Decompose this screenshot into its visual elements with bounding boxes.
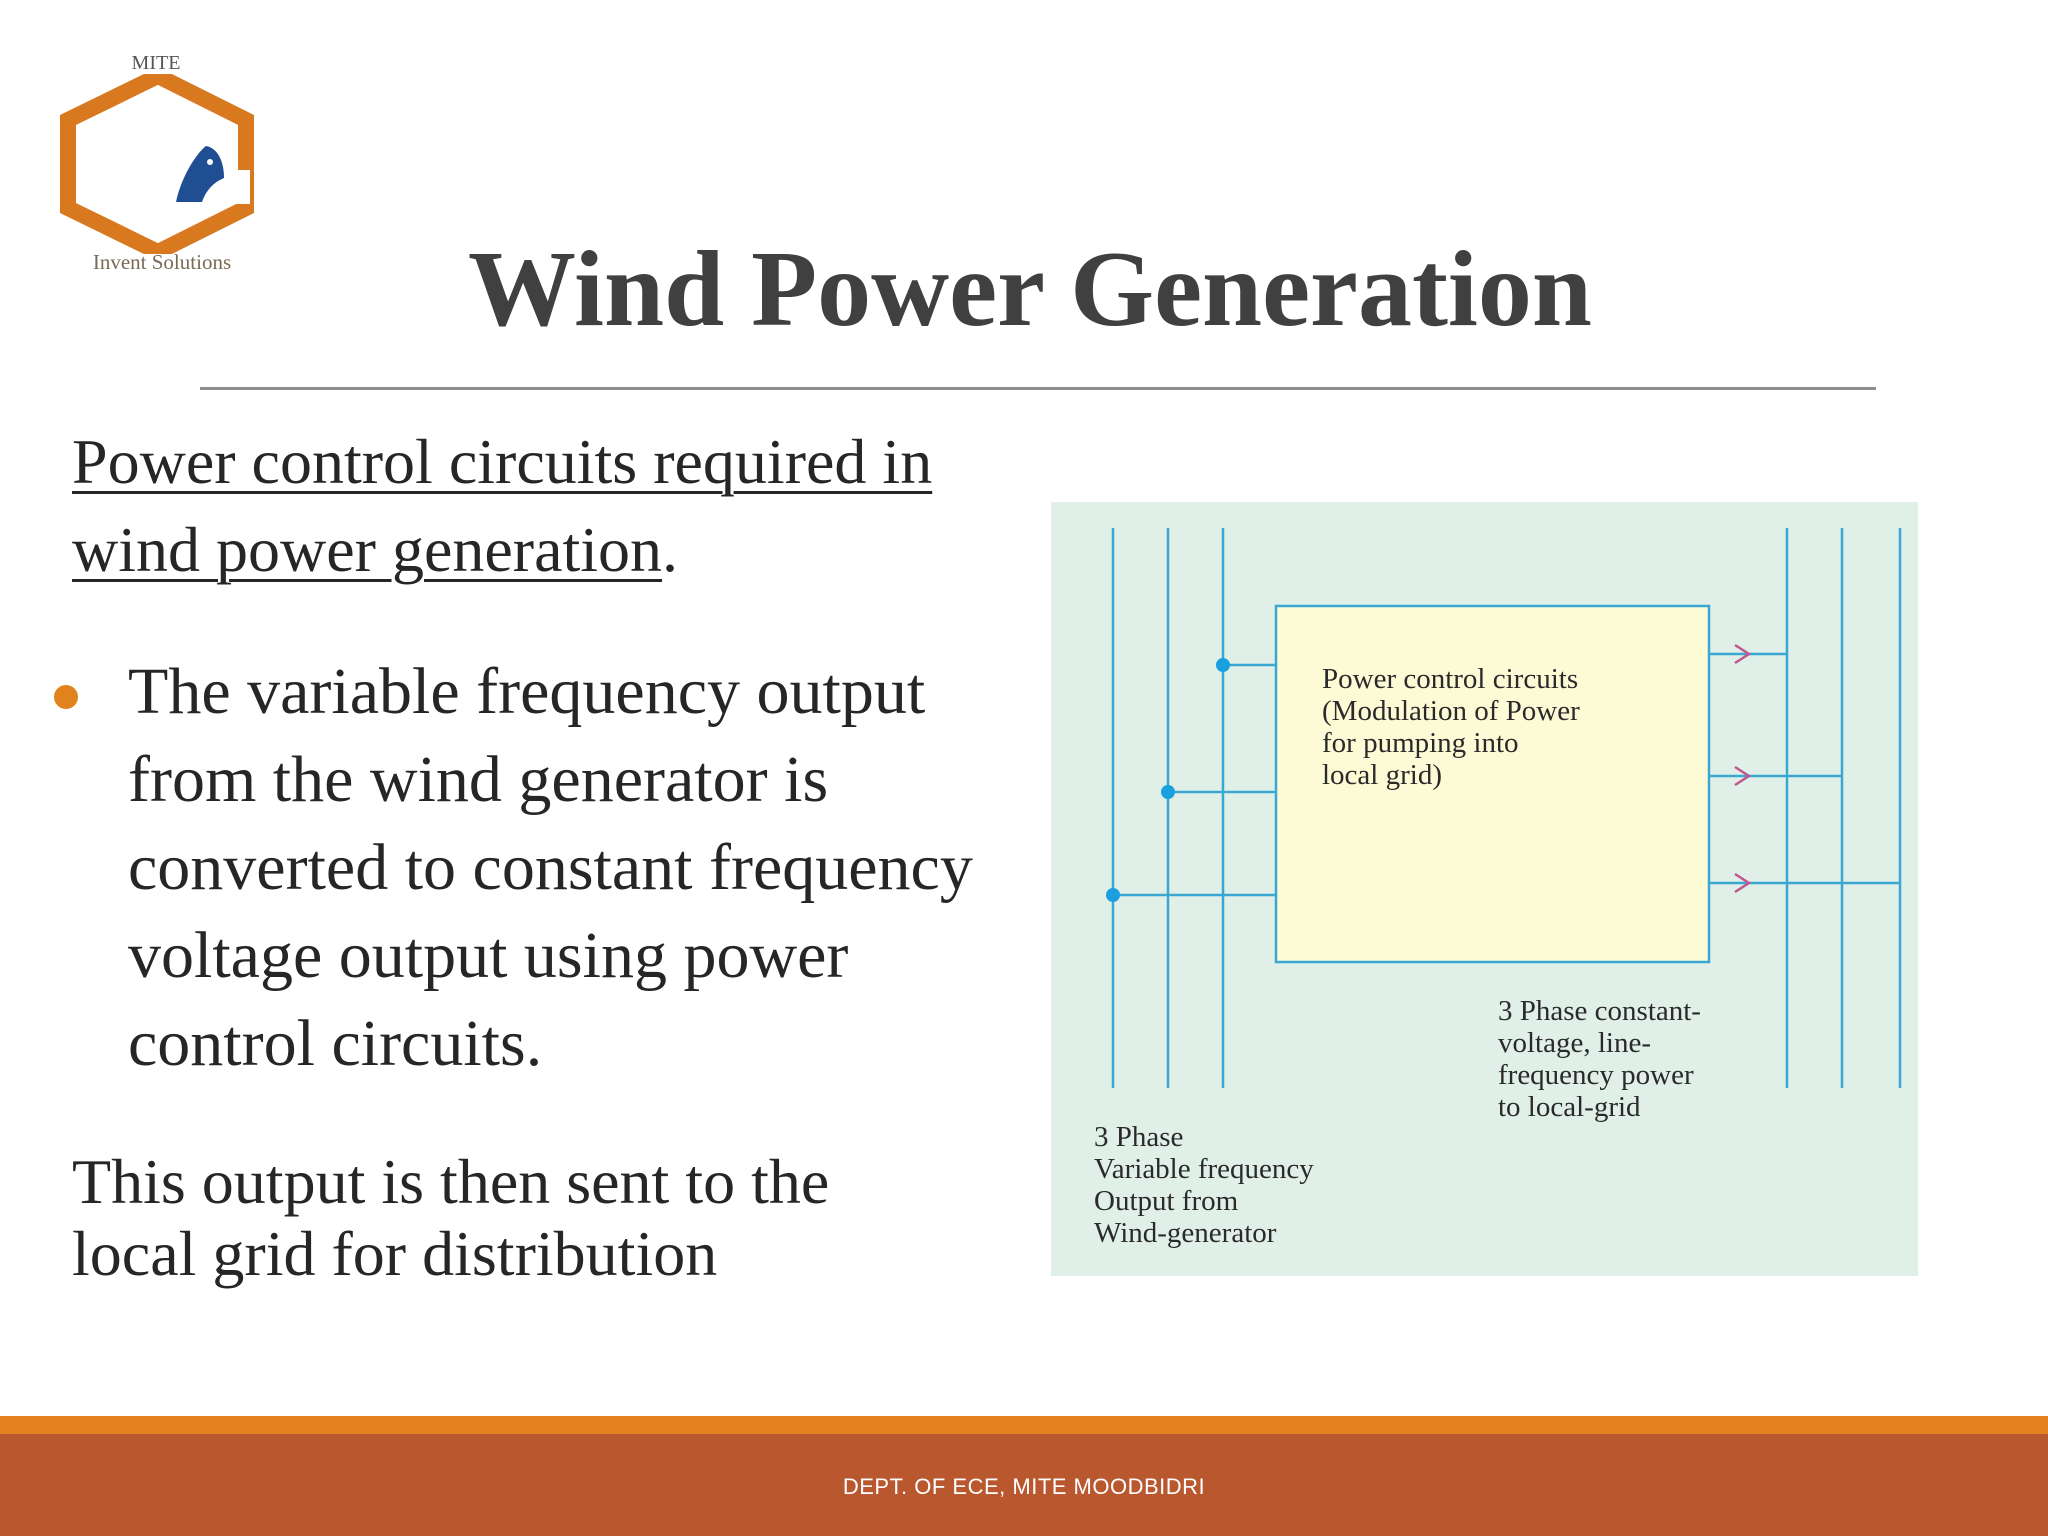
logo-top-text: MITE xyxy=(131,52,181,74)
input-label-line: Output from xyxy=(1094,1185,1239,1217)
closing-line: local grid for distribution xyxy=(72,1218,718,1289)
junction-dot xyxy=(1106,888,1120,902)
closing-line: This output is then sent to the xyxy=(72,1146,830,1217)
output-label-line: frequency power xyxy=(1498,1059,1694,1091)
footer-text: DEPT. OF ECE, MITE MOODBIDRI xyxy=(842,1474,1206,1499)
bullet-line: control circuits. xyxy=(128,1007,543,1080)
bullet-line: converted to constant frequency xyxy=(128,831,973,904)
output-label-line: 3 Phase constant- xyxy=(1498,995,1701,1027)
heading-line-1: Power control circuits required in xyxy=(72,426,933,497)
bullet-text xyxy=(128,648,1028,1088)
input-label-line: Wind-generator xyxy=(1094,1217,1277,1249)
bullet-line: from the wind generator is xyxy=(128,743,829,816)
output-label-line: voltage, line- xyxy=(1498,1027,1652,1059)
junction-dot xyxy=(1216,658,1230,672)
input-label-line: 3 Phase xyxy=(1094,1121,1184,1153)
box-label-line: (Modulation of Power xyxy=(1322,695,1580,727)
box-label-line: Power control circuits xyxy=(1322,663,1579,695)
box-label-line: local grid) xyxy=(1322,759,1442,791)
bullet-line: The variable frequency output xyxy=(128,655,926,728)
heading-line-2: wind power generation xyxy=(72,514,663,585)
bullet-line: voltage output using power xyxy=(128,919,849,992)
input-label-line: Variable frequency xyxy=(1094,1153,1314,1185)
logo-emblem-icon xyxy=(56,74,268,254)
logo-bottom-text: Invent Solutions xyxy=(92,250,232,274)
section-heading xyxy=(72,418,1032,594)
closing-text xyxy=(72,1146,972,1290)
footer-accent-bar xyxy=(0,1416,2048,1434)
bullet-icon xyxy=(54,685,78,709)
box-label-line: for pumping into xyxy=(1322,727,1519,759)
output-label-line: to local-grid xyxy=(1498,1091,1641,1123)
title-divider xyxy=(200,387,1876,390)
junction-dot xyxy=(1161,785,1175,799)
mite-logo xyxy=(56,48,268,288)
power-control-diagram xyxy=(1051,502,1918,1276)
slide-title: Wind Power Generation xyxy=(468,230,1592,349)
heading-period: . xyxy=(662,514,679,585)
